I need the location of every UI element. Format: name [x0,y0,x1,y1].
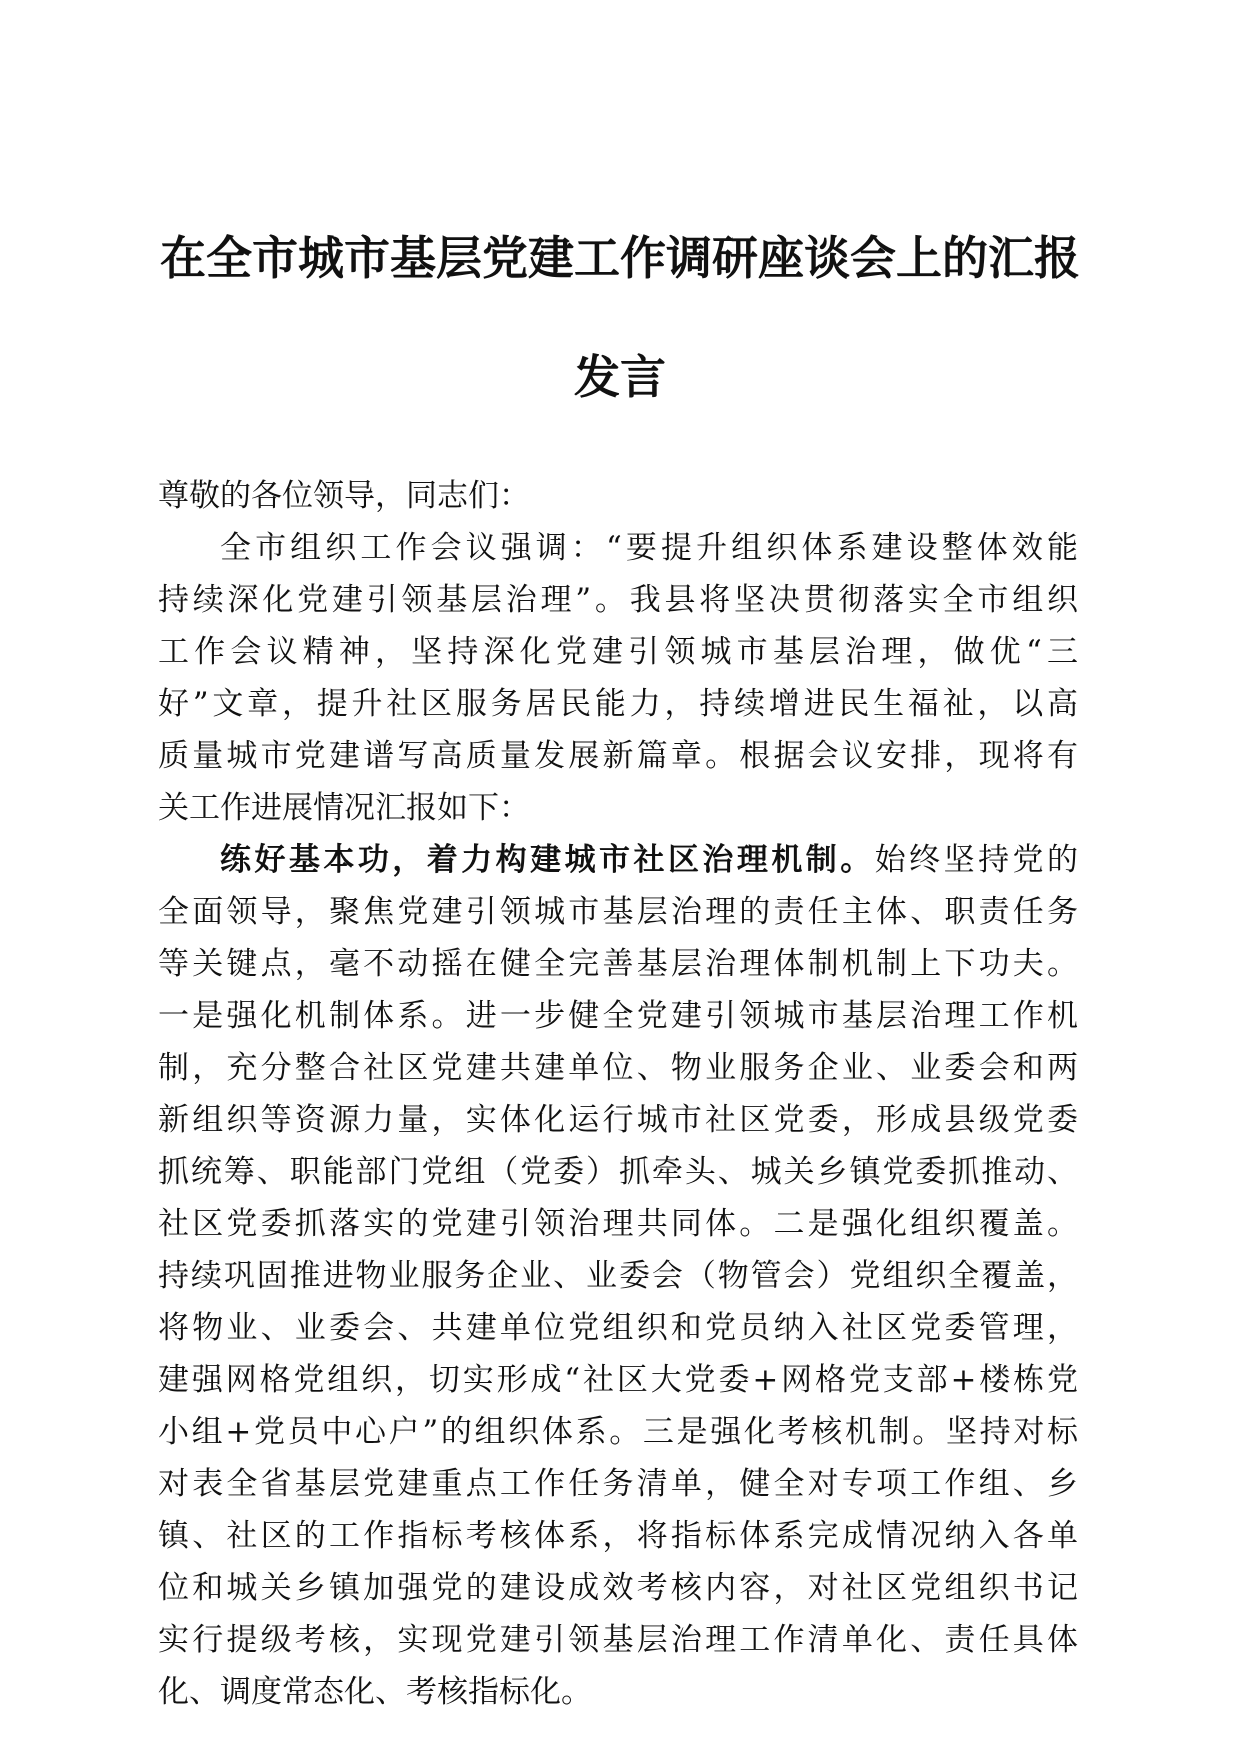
paragraph-line: 实行提级考核，实现党建引领基层治理工作清单化、责任具体 [158,1622,1078,1658]
paragraph-line: 对表全省基层党建重点工作任务清单，健全对专项工作组、乡 [158,1466,1078,1502]
document-body [158,470,1078,1718]
paragraph-line: 小组+党员中心户”的组织体系。三是强化考核机制。坚持对标 [158,1414,1078,1450]
paragraph-line: 建强网格党组织，切实形成“社区大党委+网格党支部+楼栋党 [158,1362,1078,1398]
paragraph-line: 全市组织工作会议强调：“要提升组织体系建设整体效能 [220,530,1078,566]
paragraph-line: 位和城关乡镇加强党的建设成效考核内容，对社区党组织书记 [158,1570,1078,1606]
paragraph-line: 新组织等资源力量，实体化运行城市社区党委，形成县级党委 [158,1102,1078,1138]
paragraph-line: 质量城市党建谱写高质量发展新篇章。根据会议安排，现将有 [158,738,1078,774]
paragraph-line: 社区党委抓落实的党建引领治理共同体。二是强化组织覆盖。 [158,1206,1078,1242]
paragraph-line: 制，充分整合社区党建共建单位、物业服务企业、业委会和两 [158,1050,1078,1086]
paragraph-line: 一是强化机制体系。进一步健全党建引领城市基层治理工作机 [158,998,1078,1034]
paragraph-line: 等关键点，毫不动摇在健全完善基层治理体制机制上下功夫。 [158,946,1078,982]
paragraph-line: 持续深化党建引领基层治理”。我县将坚决贯彻落实全市组织 [158,582,1078,618]
paragraph-line: 化、调度常态化、考核指标化。 [158,1674,592,1710]
salutation: 尊敬的各位领导，同志们： [158,478,530,514]
section-heading-continuation: 始终坚持党的 [874,842,1079,878]
paragraph-line: 持续巩固推进物业服务企业、业委会（物管会）党组织全覆盖， [158,1258,1078,1294]
document-title-line-2: 发言 [574,350,666,404]
paragraph-line: 将物业、业委会、共建单位党组织和党员纳入社区党委管理， [158,1310,1078,1346]
section-heading: 练好基本功，着力构建城市社区治理机制。 [220,842,875,878]
paragraph-intro [158,522,1078,834]
paragraph-line: 好”文章，提升社区服务居民能力，持续增进民生福祉，以高 [158,686,1078,722]
paragraph-line: 工作会议精神，坚持深化党建引领城市基层治理，做优“三 [158,634,1078,670]
paragraph-line: 抓统筹、职能部门党组（党委）抓牵头、城关乡镇党委抓推动、 [158,1154,1078,1190]
paragraph-section-1 [158,834,1078,1718]
document-title-line-1: 在全市城市基层党建工作调研座谈会上的汇报 [160,231,1080,285]
paragraph-line [158,834,1078,886]
paragraph-line: 镇、社区的工作指标考核体系，将指标体系完成情况纳入各单 [158,1518,1078,1554]
paragraph-line: 关工作进展情况汇报如下： [158,790,530,826]
paragraph-line: 全面领导，聚焦党建引领城市基层治理的责任主体、职责任务 [158,894,1078,930]
